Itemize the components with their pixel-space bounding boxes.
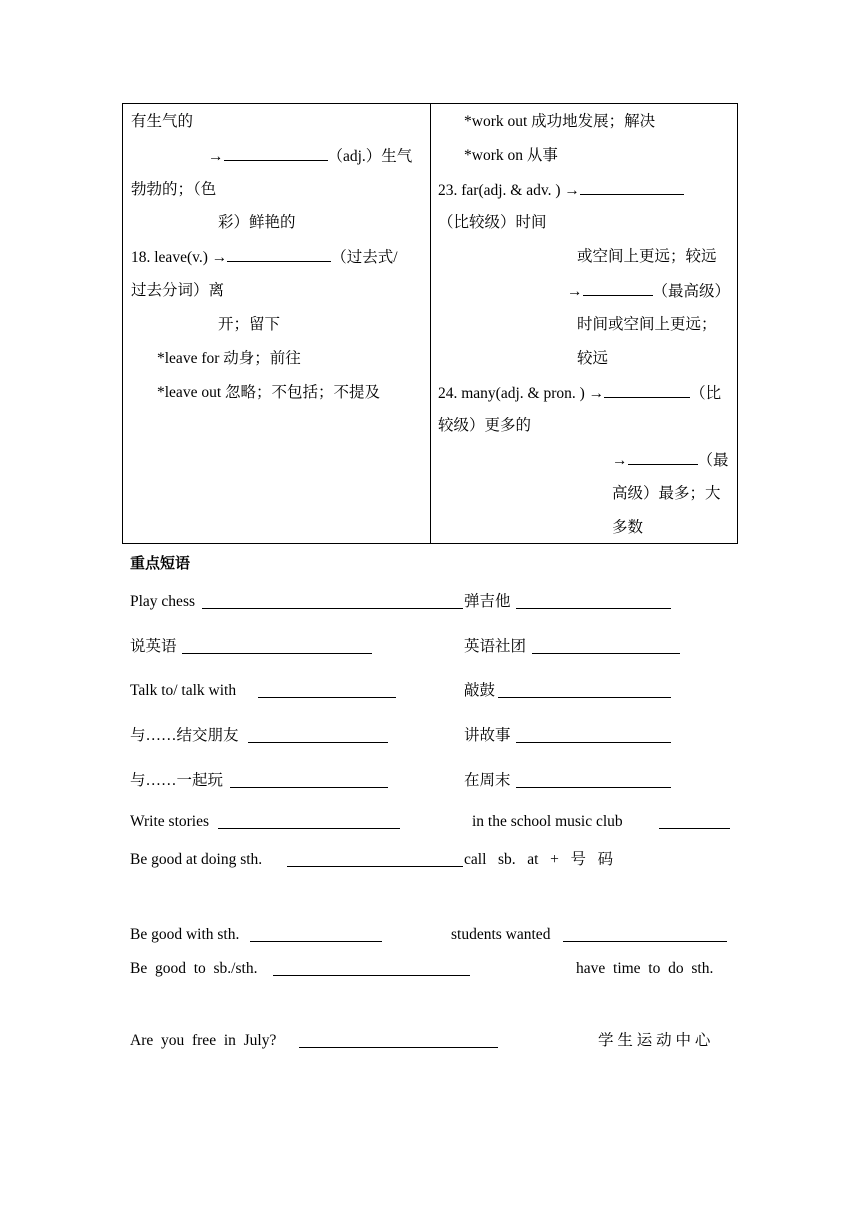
left-line-1: 有生气的 <box>131 113 194 130</box>
left-line-5 <box>131 247 398 268</box>
phrase-call-sb: call sb. at + 号 码 <box>464 851 614 868</box>
left-line-3: 勃勃的；（色 <box>131 181 217 198</box>
phrase-activity-center: 学 生 运 动 中 心 <box>598 1032 711 1049</box>
far-entry-head: 23. far(adj. & adv. ) → <box>438 182 580 199</box>
answer-blank[interactable] <box>583 281 653 296</box>
answer-line[interactable] <box>250 941 382 942</box>
answer-line[interactable] <box>273 975 470 976</box>
arrow: → <box>567 283 583 300</box>
leave-entry-rest: （过去式/ <box>331 249 398 266</box>
answer-line[interactable] <box>516 787 671 788</box>
left-line-4: 彩）鲜艳的 <box>218 214 296 231</box>
table-column-divider <box>430 104 431 543</box>
right-line-4: （比较级）时间 <box>438 214 547 231</box>
phrase-students-wanted: students wanted <box>451 926 551 943</box>
answer-blank[interactable] <box>604 383 690 398</box>
phrase-guitar: 弹吉他 <box>464 593 511 610</box>
answer-line[interactable] <box>299 1047 498 1048</box>
phrase-music-club: in the school music club <box>472 813 623 830</box>
phrase-good-with: Be good with sth. <box>130 926 240 943</box>
left-line-9: *leave out 忽略；不包括；不提及 <box>157 384 381 401</box>
answer-blank[interactable] <box>628 450 698 465</box>
phrase-talk-to: Talk to/ talk with <box>130 682 237 699</box>
right-line-1: *work out 成功地发展；解决 <box>464 113 656 130</box>
right-line-7: 时间或空间上更远； <box>577 316 717 333</box>
answer-line[interactable] <box>218 828 400 829</box>
left-line-2 <box>208 146 412 167</box>
arrow: → <box>612 452 628 469</box>
phrase-weekends: 在周末 <box>464 772 511 789</box>
answer-line[interactable] <box>498 697 671 698</box>
left-line-7: 开；留下 <box>218 316 281 333</box>
arrow: → <box>208 148 224 165</box>
phrase-english-club: 英语社团 <box>464 638 527 655</box>
right-line-5: 或空间上更远；较远 <box>577 248 717 265</box>
section-title: 重点短语 <box>130 554 191 572</box>
left-line-6: 过去分词）离 <box>131 282 225 299</box>
phrase-make-friends: 与……结交朋友 <box>130 727 239 744</box>
right-line-11 <box>612 450 729 471</box>
right-line-3 <box>438 180 684 201</box>
answer-blank[interactable] <box>580 180 684 195</box>
answer-line[interactable] <box>248 742 388 743</box>
phrase-speak-english: 说英语 <box>130 638 177 655</box>
leave-entry-head: 18. leave(v.) → <box>131 249 228 266</box>
right-line-9 <box>438 383 721 404</box>
phrase-good-at: Be good at doing sth. <box>130 851 263 868</box>
phrase-good-to: Be good to sb./sth. <box>130 960 258 977</box>
answer-line[interactable] <box>532 653 680 654</box>
right-line-10: 较级）更多的 <box>438 417 532 434</box>
answer-line[interactable] <box>182 653 372 654</box>
phrase-play-chess: Play chess <box>130 593 196 610</box>
answer-line[interactable] <box>287 866 463 867</box>
many-entry-head: 24. many(adj. & pron. ) → <box>438 385 605 402</box>
right-line-6 <box>567 281 730 302</box>
answer-line[interactable] <box>230 787 388 788</box>
answer-line[interactable] <box>258 697 396 698</box>
phrase-write-stories: Write stories <box>130 813 210 830</box>
many-entry-rest: （比 <box>690 385 722 402</box>
right-line-11-rest: （最 <box>697 452 729 469</box>
answer-line[interactable] <box>516 742 671 743</box>
answer-line[interactable] <box>563 941 727 942</box>
answer-line[interactable] <box>202 608 463 609</box>
right-line-12: 高级）最多；大 <box>612 485 721 502</box>
left-line-2-rest: （adj.）生气 <box>327 148 413 165</box>
answer-line[interactable] <box>659 828 730 829</box>
answer-blank[interactable] <box>224 146 328 161</box>
right-line-2: *work on 从事 <box>464 147 558 164</box>
phrase-play-with: 与……一起玩 <box>130 772 224 789</box>
phrase-free-july: Are you free in July? <box>130 1032 277 1049</box>
right-line-13: 多数 <box>612 519 644 536</box>
right-line-8: 较远 <box>577 350 609 367</box>
right-line-6-rest: （最高级） <box>652 283 731 300</box>
answer-line[interactable] <box>516 608 671 609</box>
phrase-tell-stories: 讲故事 <box>464 727 511 744</box>
phrase-have-time: have time to do sth. <box>576 960 714 977</box>
phrase-drums: 敲鼓 <box>464 682 496 699</box>
answer-blank[interactable] <box>227 247 331 262</box>
left-line-8: *leave for 动身；前往 <box>157 350 301 367</box>
